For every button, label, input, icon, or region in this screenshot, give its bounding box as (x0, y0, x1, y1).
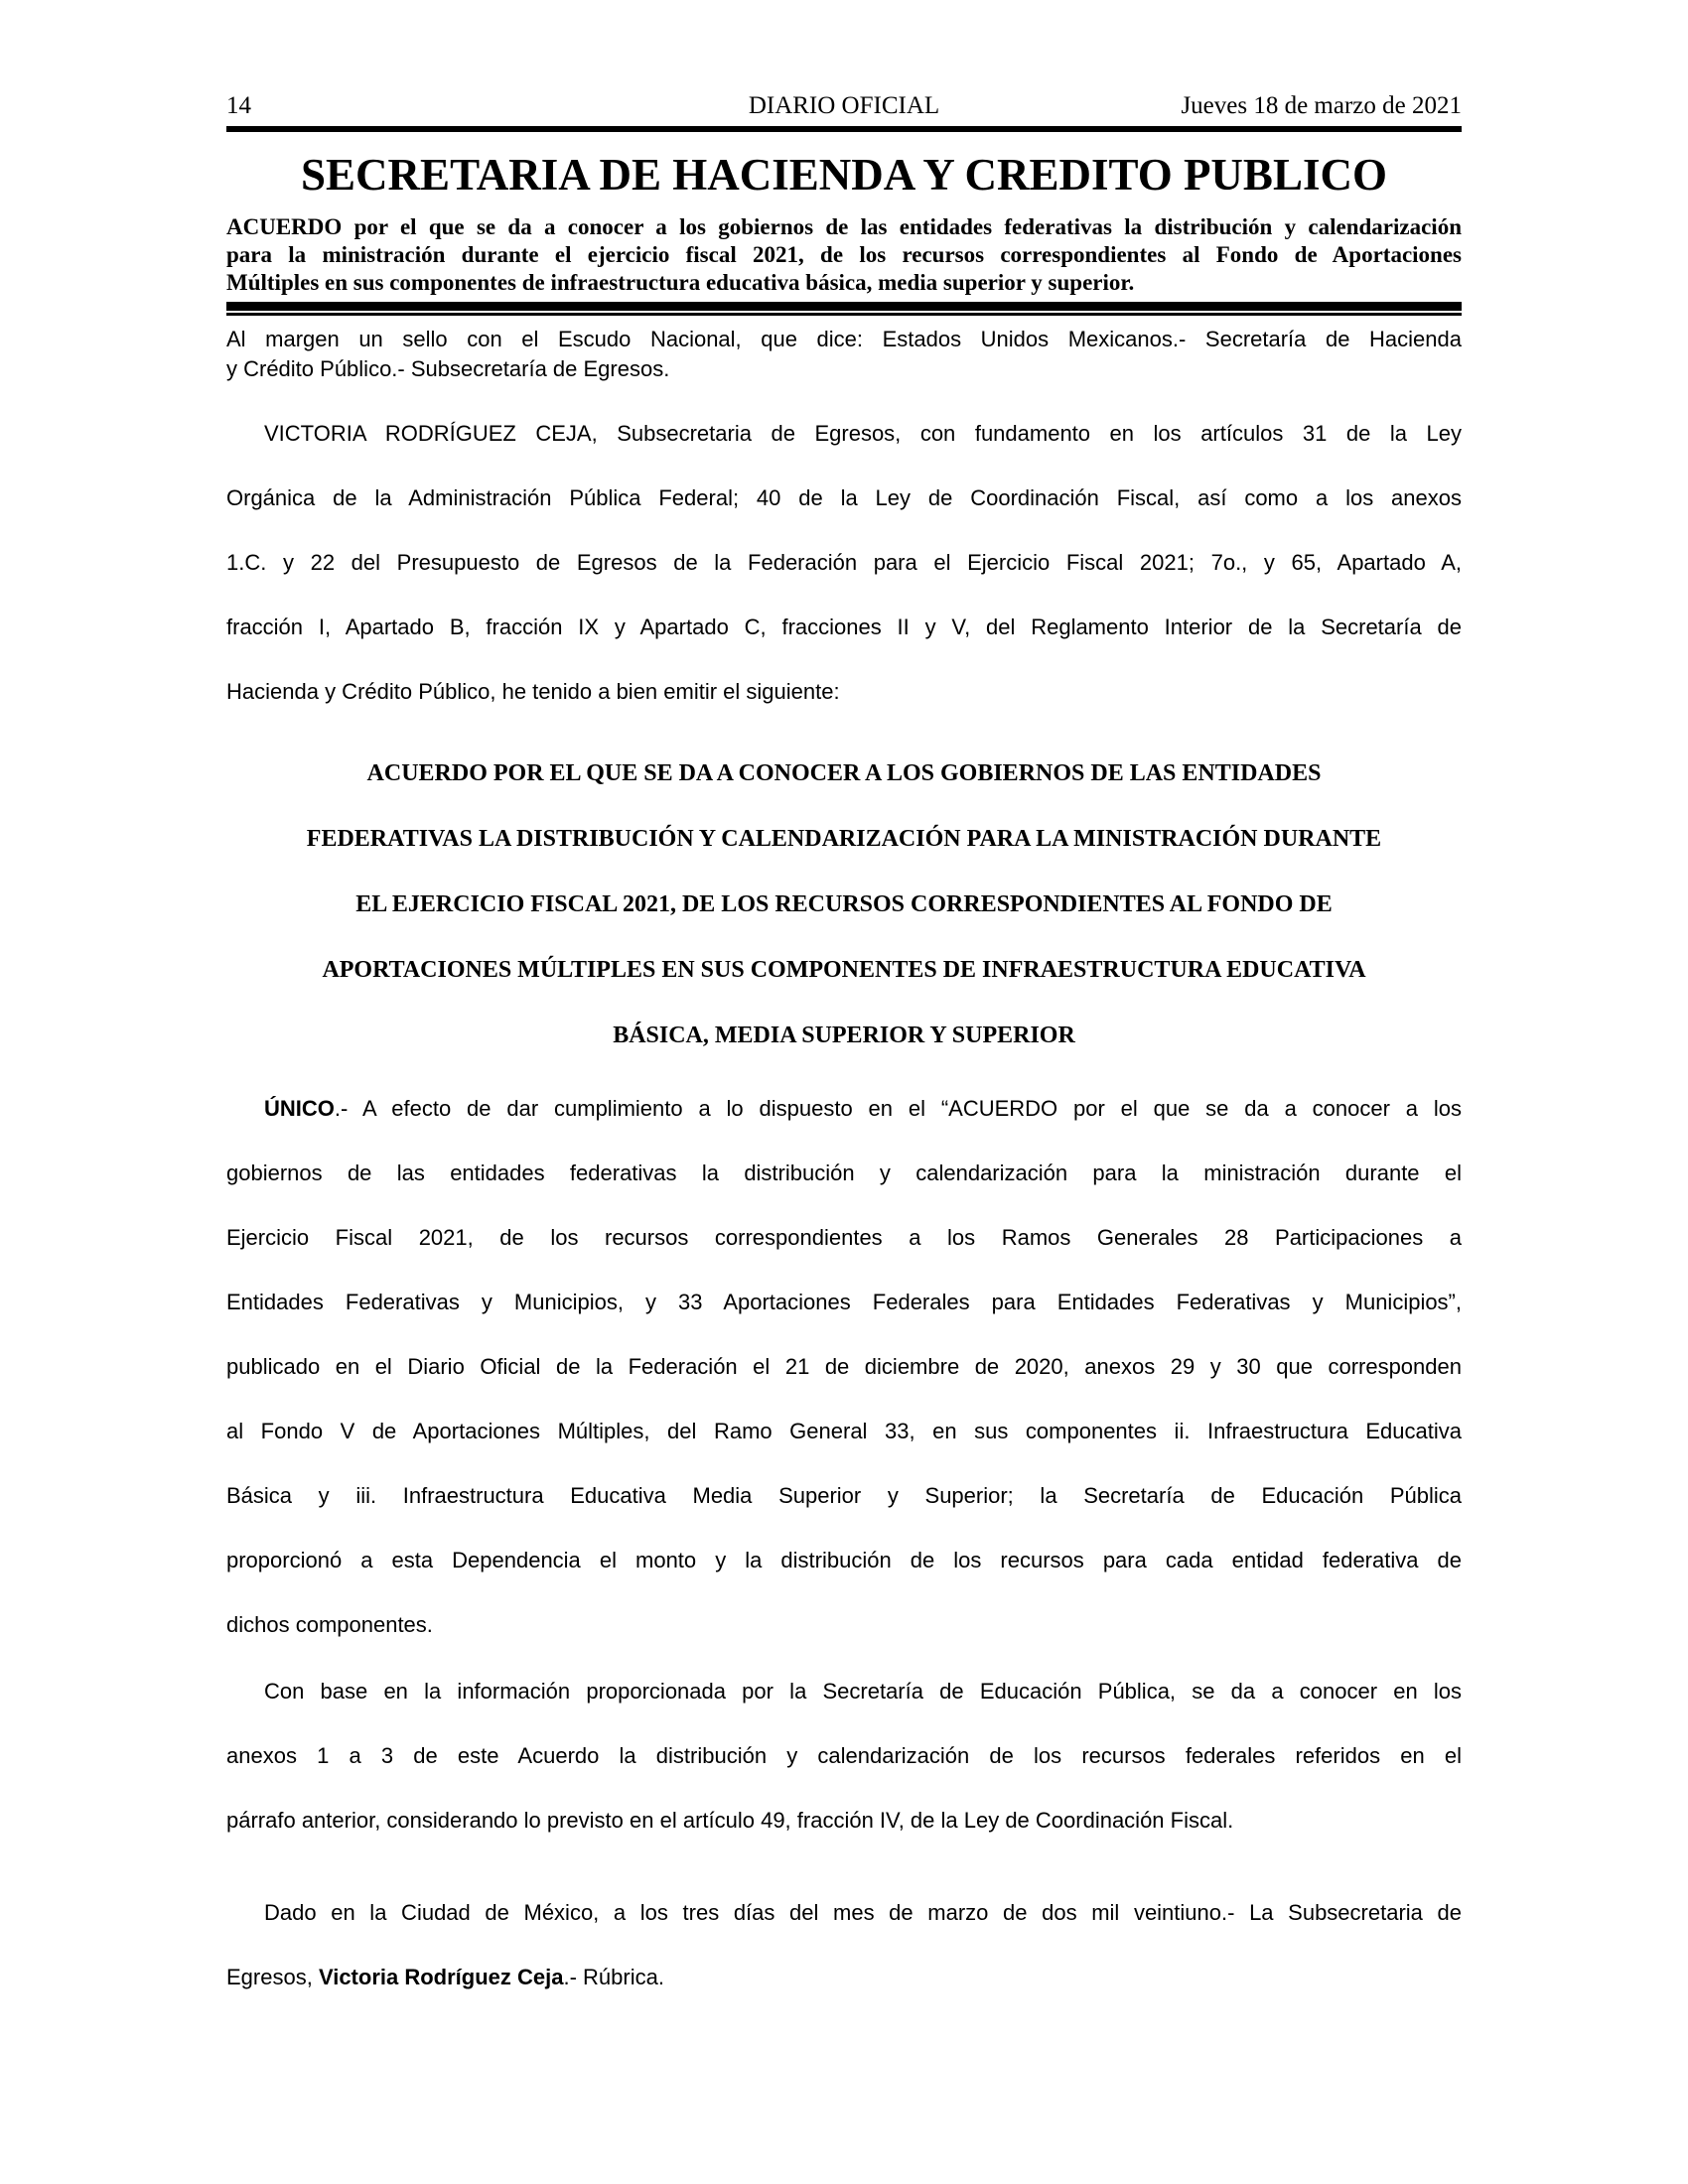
intro-paragraph (226, 401, 1462, 724)
publication-title: DIARIO OFICIAL (748, 92, 940, 119)
unico-line: Ejercicio Fiscal 2021, de los recursos correspondientes a los Ramos Generales 28 Participaciones a (226, 1225, 1462, 1250)
margin-note (226, 325, 1462, 384)
conbase-line: anexos 1 a 3 de este Acuerdo la distribución y calendarización de los recursos federales referidos en el (226, 1743, 1462, 1768)
dado-line-prefix: Egresos, (226, 1965, 319, 1989)
conbase-paragraph (226, 1659, 1462, 1852)
intro-line: VICTORIA RODRÍGUEZ CEJA, Subsecretaria de Egresos, con fundamento en los artículos 31 de la Ley (264, 421, 1462, 446)
summary-line: Múltiples en sus componentes de infraestructura educativa básica, media superior y superior. (226, 270, 1135, 295)
decree-heading-line: APORTACIONES MÚLTIPLES EN SUS COMPONENTES DE INFRAESTRUCTURA EDUCATIVA (322, 957, 1366, 983)
dado-paragraph (226, 1880, 1462, 2009)
unico-line: publicado en el Diario Oficial de la Federación el 21 de diciembre de 2020, anexos 29 y 30 que corresponden (226, 1354, 1462, 1379)
margin-note-line: Al margen un sello con el Escudo Nacional, que dice: Estados Unidos Mexicanos.- Secretaría de Hacienda (226, 327, 1462, 351)
decree-heading (226, 741, 1462, 1068)
masthead-rule (226, 126, 1462, 132)
intro-line: Orgánica de la Administración Pública Federal; 40 de la Ley de Coordinación Fiscal, así como a los anexos (226, 485, 1462, 510)
unico-line: Entidades Federativas y Municipios, y 33 Aportaciones Federales para Entidades Federativas y Municipios”, (226, 1290, 1462, 1314)
dado-line: Dado en la Ciudad de México, a los tres días del mes de marzo de dos mil veintiuno.- La Subsecretaria de (264, 1900, 1462, 1925)
separator-bar (226, 302, 1462, 316)
unico-line: Básica y iii. Infraestructura Educativa Media Superior y Superior; la Secretaría de Educación Pública (226, 1483, 1462, 1508)
section-title: SECRETARIA DE HACIENDA Y CREDITO PUBLICO (301, 150, 1387, 200)
unico-line (226, 1076, 1462, 1141)
conbase-line: párrafo anterior, considerando lo previsto en el artículo 49, fracción IV, de la Ley de Coordinación Fiscal. (226, 1808, 1234, 1833)
unico-line-rest: .- A efecto de dar cumplimiento a lo dispuesto en el “ACUERDO por el que se da a conocer a los (334, 1096, 1462, 1121)
unico-paragraph (226, 1076, 1462, 1657)
unico-line: proporcionó a esta Dependencia el monto y la distribución de los recursos para cada entidad federativa de (226, 1548, 1462, 1572)
acuerdo-summary (226, 213, 1462, 297)
separator-bar-thick (226, 302, 1462, 311)
issue-date: Jueves 18 de marzo de 2021 (1181, 92, 1462, 119)
page-number: 14 (226, 92, 251, 119)
unico-line: al Fondo V de Aportaciones Múltiples, del Ramo General 33, en sus componentes ii. Infraestructura Educativa (226, 1419, 1462, 1443)
unico-line: gobiernos de las entidades federativas la distribución y calendarización para la ministración durante el (226, 1160, 1462, 1185)
intro-line: 1.C. y 22 del Presupuesto de Egresos de la Federación para el Ejercicio Fiscal 2021; 7o., y 65, Apartado A, (226, 550, 1462, 575)
intro-line: fracción I, Apartado B, fracción IX y Apartado C, fracciones II y V, del Reglamento Interior de la Secretaría de (226, 614, 1462, 639)
decree-heading-line: FEDERATIVAS LA DISTRIBUCIÓN Y CALENDARIZACIÓN PARA LA MINISTRACIÓN DURANTE (306, 826, 1382, 852)
summary-line: ACUERDO por el que se da a conocer a los gobiernos de las entidades federativas la distribución y calendarización (226, 214, 1462, 239)
dado-line-suffix: .- Rúbrica. (563, 1965, 664, 1989)
decree-heading-line: EL EJERCICIO FISCAL 2021, DE LOS RECURSOS CORRESPONDIENTES AL FONDO DE (355, 891, 1333, 917)
unico-label: ÚNICO (264, 1096, 335, 1121)
intro-line: Hacienda y Crédito Público, he tenido a bien emitir el siguiente: (226, 679, 840, 704)
unico-line: dichos componentes. (226, 1612, 433, 1637)
decree-heading-line: BÁSICA, MEDIA SUPERIOR Y SUPERIOR (613, 1023, 1075, 1048)
decree-heading-line: ACUERDO POR EL QUE SE DA A CONOCER A LOS GOBIERNOS DE LAS ENTIDADES (366, 760, 1322, 786)
masthead (226, 93, 1462, 119)
conbase-line: Con base en la información proporcionada por la Secretaría de Educación Pública, se da a conocer en los (264, 1679, 1462, 1704)
signer-name: Victoria Rodríguez Ceja (318, 1965, 564, 1989)
summary-line: para la ministración durante el ejercicio fiscal 2021, de los recursos correspondientes al Fondo de Aportaciones (226, 242, 1462, 267)
dado-line (226, 1945, 1462, 2009)
separator-bar-thin (226, 313, 1462, 316)
margin-note-line: y Crédito Público.- Subsecretaría de Egresos. (226, 356, 670, 381)
